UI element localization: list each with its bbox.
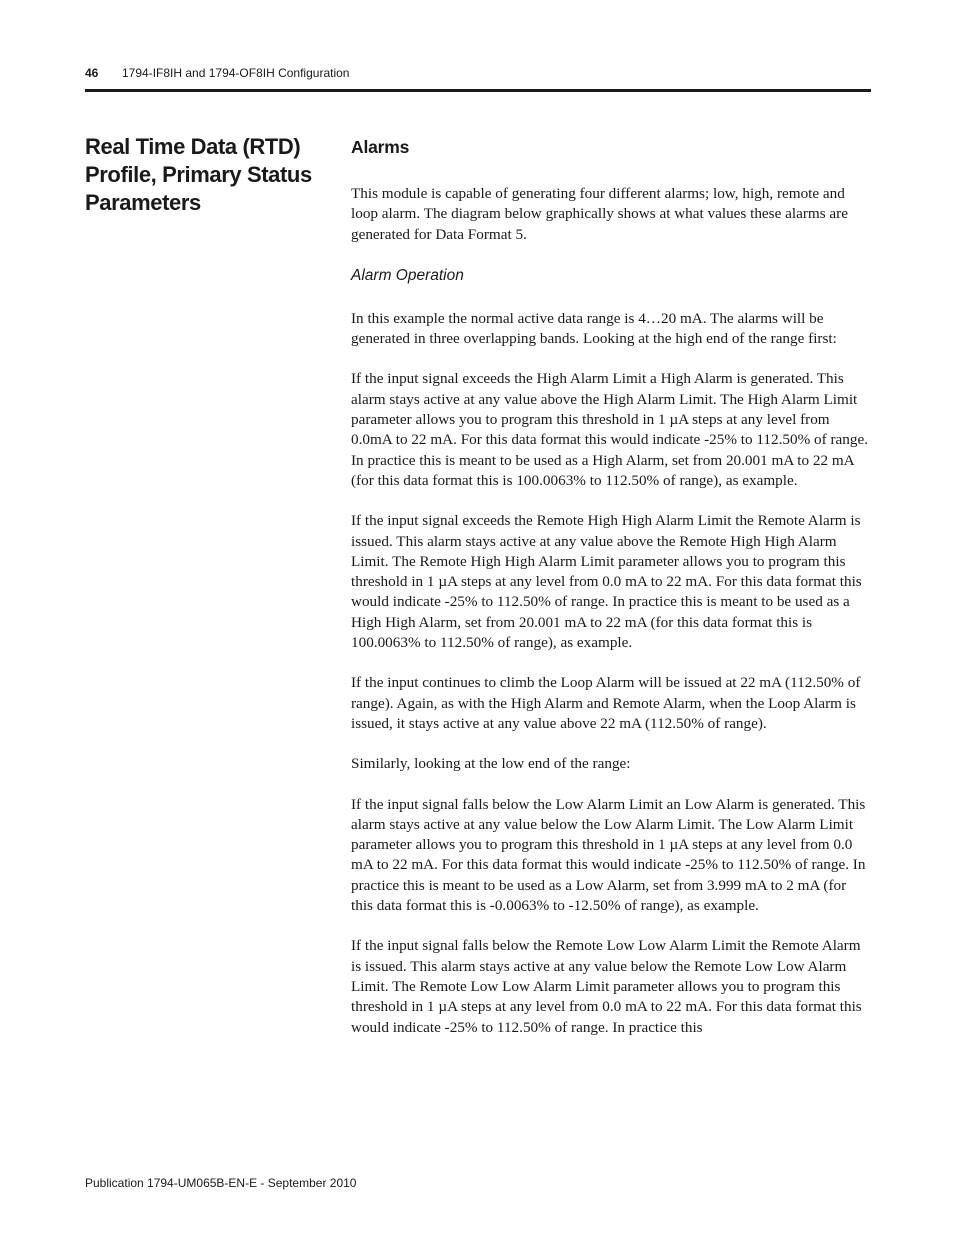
header-rule <box>85 89 871 92</box>
paragraph: Similarly, looking at the low end of the range: <box>351 755 631 773</box>
paragraph: In this example the normal active data range is 4…20 mA. The alarms will be generated in three overlapping bands. Looking at the high end of the range first: <box>351 309 837 348</box>
section-title: Alarms <box>351 137 410 157</box>
intro-paragraph: This module is capable of generating four different alarms; low, high, remote and loop alarm. The diagram below graphically shows at what values these alarms are generated for Data Format 5. <box>351 185 848 243</box>
running-title: 1794-IF8IH and 1794-OF8IH Configuration <box>122 66 350 80</box>
paragraph: If the input signal falls below the Low Alarm Limit an Low Alarm is generated. This alarm stays active at any value below the Low Alarm Limit. The Low Alarm Limit parameter allows you to program this threshold in 1 µA steps at any level from 0.0 mA to 22 mA. For this data format this would indicate -25% to 112.50% of range. In practice this is meant to be used as a Low Alarm, set from 3.999 mA to 2 mA (for this data format this is -0.0063% to -12.50% of range), as example. <box>351 795 866 915</box>
paragraph: If the input signal falls below the Remote Low Low Alarm Limit the Remote Alarm is issued. This alarm stays active at any value below the Remote Low Low Alarm Limit. The Remote Low Low Alarm Limit parameter allows you to program this threshold in 1 µA steps at any level from 0.0 mA to 22 mA. For this data format this would indicate -25% to 112.50% of range. In practice this <box>351 937 862 1036</box>
page-header <box>85 66 871 84</box>
paragraph: If the input continues to climb the Loop Alarm will be issued at 22 mA (112.50% of range). Again, as with the High Alarm and Remote Alarm, when the Loop Alarm is issued, it stays active at any value above 22 mA (112.50% of range). <box>351 674 861 732</box>
side-heading: Real Time Data (RTD) Profile, Primary Status Parameters <box>85 134 312 215</box>
main-content <box>351 134 871 1058</box>
page-number: 46 <box>85 66 99 80</box>
page-footer: Publication 1794-UM065B-EN-E - September 2010 <box>85 1176 357 1190</box>
paragraph: If the input signal exceeds the Remote High High Alarm Limit the Remote Alarm is issued. This alarm stays active at any value above the Remote High High Alarm Limit. The Remote High High Alarm Limit parameter allows you to program this threshold in 1 µA steps at any level from 0.0 mA to 22 mA. For this data format this would indicate -25% to 112.50% of range. In practice this is meant to be used as a High High Alarm, set from 20.001 mA to 22 mA (for this data format this is 100.0063% to 112.50% of range), as example. <box>351 512 862 652</box>
subheading: Alarm Operation <box>351 266 464 284</box>
paragraph: If the input signal exceeds the High Alarm Limit a High Alarm is generated. This alarm stays active at any value above the High Alarm Limit. The High Alarm Limit parameter allows you to program this threshold in 1 µA steps at any level from 0.0mA to 22 mA. For this data format this would indicate -25% to 112.50% of range. In practice this is meant to be used as a High Alarm, set from 20.001 mA to 22 mA (for this data format this is 100.0063% to 112.50% of range), as example. <box>351 370 868 489</box>
